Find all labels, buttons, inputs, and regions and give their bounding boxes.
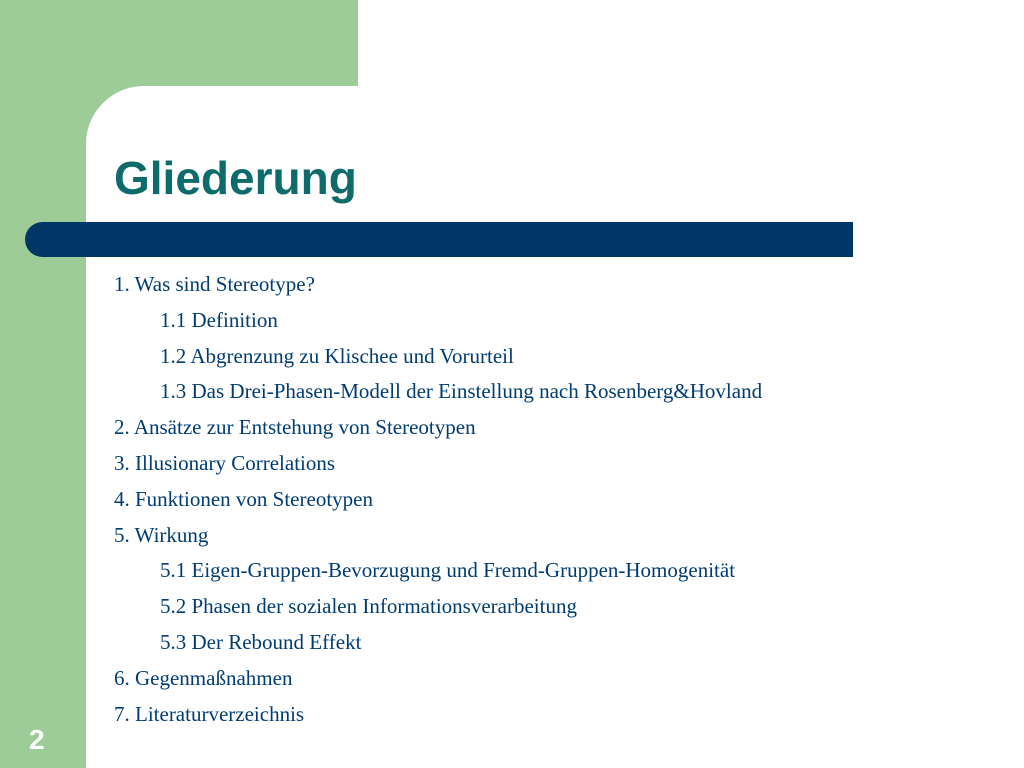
outline-subitem: 1.3 Das Drei-Phasen-Modell der Einstellung nach Rosenberg&Hovland <box>160 379 763 404</box>
outline-item: 4. Funktionen von Stereotypen <box>114 486 373 511</box>
outline-item: 1. Was sind Stereotype? <box>114 272 315 296</box>
slide-title: Gliederung <box>114 152 357 204</box>
outline-item: 5. Wirkung <box>114 522 209 547</box>
outline-subitem: 1.2 Abgrenzung zu Klischee und Vorurteil <box>160 343 514 368</box>
outline-item: 6. Gegenmaßnahmen <box>114 665 293 690</box>
outline-item: 2. Ansätze zur Entstehung von Stereotypen <box>114 415 476 440</box>
outline-item: 7. Literaturverzeichnis <box>114 701 305 726</box>
outline-subitem: 1.1 Definition <box>160 307 278 332</box>
outline-item: 3. Illusionary Correlations <box>114 450 336 475</box>
outline-list <box>114 267 762 732</box>
outline-subitem: 5.3 Der Rebound Effekt <box>160 629 362 654</box>
title-underline-bar <box>25 222 853 257</box>
slide-number: 2 <box>29 724 45 755</box>
outline-subitem: 5.1 Eigen-Gruppen-Bevorzugung und Fremd-Gruppen-Homogenität <box>160 558 736 583</box>
outline-subitem: 5.2 Phasen der sozialen Informationsverarbeitung <box>160 594 577 619</box>
